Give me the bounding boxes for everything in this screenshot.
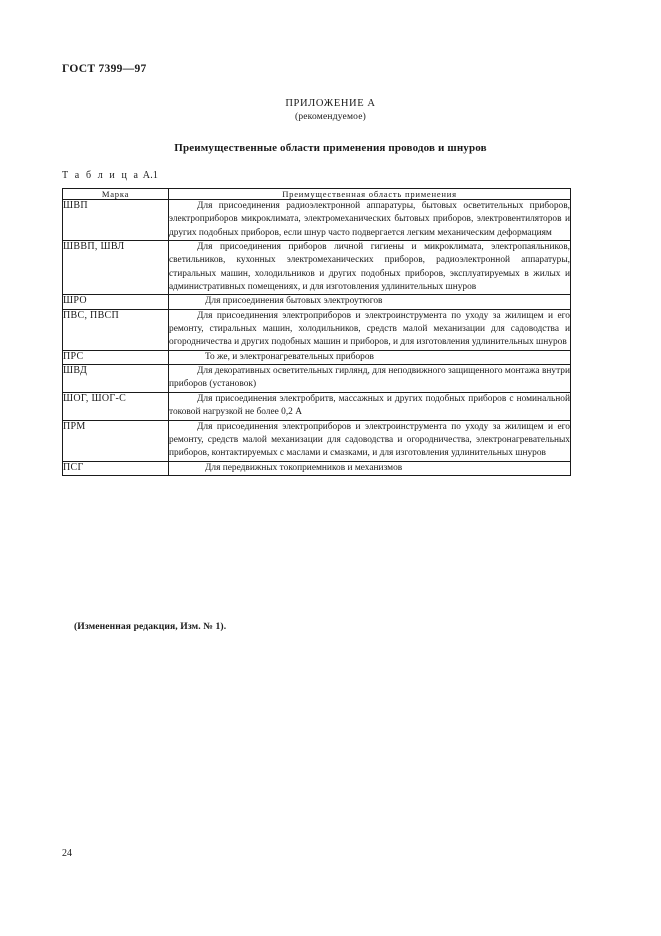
cell-application-area-text: Для передвижных токоприемников и механизмов — [205, 462, 403, 473]
table-header-row — [63, 189, 571, 200]
page-number: 24 — [62, 848, 72, 859]
table-row — [63, 309, 571, 350]
cell-application-area-text: Для присоединения электроприборов и электроинструмента по уходу за жилищем и его ремонту, средств малой механизации для садоводства и огородничества, электронагревательных приборов, контактируемых с маслами и смазками, и для изготовления удлинительных шнуров — [169, 421, 570, 459]
column-header-mark: Марка — [63, 189, 169, 200]
cell-mark: ШВП — [63, 200, 169, 241]
cell-application-area — [169, 309, 571, 350]
cell-application-area — [169, 461, 571, 475]
cell-application-area — [169, 241, 571, 295]
table-row — [63, 461, 571, 475]
cell-application-area — [169, 200, 571, 241]
cell-application-area-text: Для присоединения радиоэлектронной аппаратуры, бытовых осветительных приборов, электроприборов микроклимата, электромеханических бытовых приборов, электровентиляторов и других подобных приборов, если шнур часто подвергается легким механическим деформациям — [169, 201, 570, 238]
table-row — [63, 241, 571, 295]
column-header-area: Преимущественная область применения — [169, 189, 571, 200]
application-areas-table-wrapper — [62, 188, 570, 476]
cell-application-area-text: Для присоединения бытовых электроутюгов — [205, 296, 383, 307]
revision-note: (Измененная редакция, Изм. № 1). — [74, 621, 227, 632]
table-row — [63, 200, 571, 241]
page-title: Преимущественные области применения проводов и шнуров — [174, 142, 487, 154]
cell-mark: ШВВП, ШВЛ — [63, 241, 169, 295]
cell-application-area — [169, 365, 571, 393]
cell-application-area-text: Для декоративных осветительных гирлянд, для неподвижного защищенного монтажа внутри приборов (установок) — [169, 366, 570, 390]
annex-subtitle: (рекомендуемое) — [294, 112, 367, 122]
annex-heading-block — [0, 98, 661, 122]
application-areas-table — [62, 188, 571, 476]
cell-mark: ШВД — [63, 365, 169, 393]
cell-application-area — [169, 295, 571, 309]
cell-application-area-text: Для присоединения приборов личной гигиены и микроклимата, электропаяльников, светильников, кухонных электромеханических приборов, радиоэлектронной аппаратуры, стиральных машин, холодильников и других подобных приборов, эксплуатируемых в жилых и административных помещениях, и для изготовления удлинительных шнуров — [169, 242, 570, 293]
table-row — [63, 365, 571, 393]
cell-application-area — [169, 392, 571, 420]
annex-title: ПРИЛОЖЕНИЕ А — [285, 98, 376, 109]
cell-application-area-text: Для присоединения электроприборов и электроинструмента по уходу за жилищем и его ремонту, стиральных машин, холодильников, средств малой механизации для садоводства и огородничества и других подобных машин и приборов, и для изготовления удлинительных шнуров — [169, 310, 570, 348]
cell-mark: ШОГ, ШОГ-С — [63, 392, 169, 420]
cell-application-area — [169, 350, 571, 364]
cell-application-area — [169, 420, 571, 461]
cell-mark: ПВС, ПВСП — [63, 309, 169, 350]
standard-identifier: ГОСТ 7399—97 — [62, 63, 147, 75]
table-body — [63, 200, 571, 476]
cell-mark: ПРМ — [63, 420, 169, 461]
table-row — [63, 392, 571, 420]
table-caption — [62, 170, 158, 181]
cell-application-area-text: Для присоединения электробритв, массажных и других подобных приборов с номинальной токовой нагрузкой не более 0,2 А — [169, 393, 570, 418]
cell-application-area-text: То же, и электронагревательных приборов — [205, 351, 374, 362]
table-caption-number: А.1 — [142, 170, 159, 181]
cell-mark: ПРС — [63, 350, 169, 364]
cell-mark: ПСГ — [63, 461, 169, 475]
table-row — [63, 420, 571, 461]
table-row — [63, 350, 571, 364]
cell-mark: ШРО — [63, 295, 169, 309]
table-caption-label: Т а б л и ц а — [62, 170, 141, 181]
table-row — [63, 295, 571, 309]
